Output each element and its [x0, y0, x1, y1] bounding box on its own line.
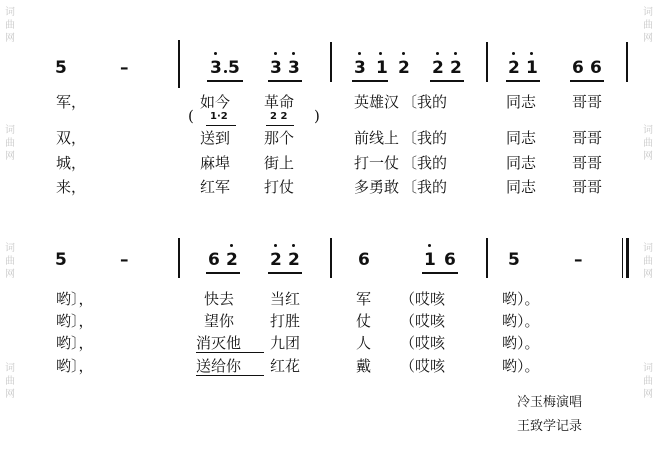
lyric-underline — [196, 375, 264, 376]
note: 5 — [228, 58, 240, 78]
lyric: 如今 — [200, 93, 231, 111]
lyric: 前线上 — [354, 129, 400, 147]
lyric: 哥哥 — [572, 178, 603, 196]
lyric: 革命 — [264, 93, 295, 111]
watermark-right: 词 曲 网 — [643, 363, 653, 400]
watermark-left: 词 曲 网 — [5, 125, 15, 162]
note: 1 — [424, 250, 436, 270]
note: 2 — [432, 58, 444, 78]
note-dash: – — [120, 58, 129, 78]
note: 1 — [376, 58, 388, 78]
lyric: 双， — [56, 129, 87, 147]
lyric: （哎咳 — [400, 312, 446, 330]
barline — [486, 238, 488, 278]
lyric: 〔我的 — [402, 129, 448, 147]
lyric: （哎咳 — [400, 357, 446, 375]
octave-dot — [230, 244, 233, 247]
note: 1 — [526, 58, 538, 78]
lyric: 同志 — [506, 93, 537, 111]
octave-dot — [379, 52, 382, 55]
octave-dot — [402, 52, 405, 55]
note: 2 — [270, 250, 282, 270]
lyric: 哥哥 — [572, 93, 603, 111]
note: 6 — [590, 58, 602, 78]
octave-dot — [530, 52, 533, 55]
octave-dot — [512, 52, 515, 55]
lyric: 同志 — [506, 178, 537, 196]
lyric: 红花 — [270, 357, 301, 375]
note: 3 — [210, 58, 222, 78]
lyric: 多勇敢 — [354, 178, 400, 196]
note: 2 — [226, 250, 238, 270]
note: 5 — [508, 250, 520, 270]
beam — [268, 80, 302, 82]
lyric: 英雄汉 — [354, 93, 400, 111]
octave-dot — [428, 244, 431, 247]
note: 2 — [288, 250, 300, 270]
barline — [178, 40, 180, 88]
lyric: 哟）。 — [502, 290, 540, 308]
beam — [268, 272, 302, 274]
octave-dot — [454, 52, 457, 55]
lyric: 打一仗 — [354, 154, 400, 172]
lyric: 城， — [56, 154, 87, 172]
variant-open-paren: ( — [188, 107, 194, 125]
barline — [330, 238, 332, 278]
lyric: 同志 — [506, 154, 537, 172]
lyric: 〔我的 — [402, 93, 448, 111]
watermark-right: 词 曲 网 — [643, 7, 653, 44]
lyric: 哥哥 — [572, 154, 603, 172]
octave-dot — [292, 244, 295, 247]
lyric: 街上 — [264, 154, 295, 172]
lyric: 哟）。 — [502, 334, 540, 352]
octave-dot — [214, 52, 217, 55]
beam — [430, 80, 464, 82]
lyric: 送给你 — [196, 357, 242, 375]
beam — [266, 125, 294, 126]
note-dot — [224, 70, 227, 73]
beam — [206, 272, 240, 274]
lyric: 军， — [56, 93, 87, 111]
watermark-left: 词 曲 网 — [5, 363, 15, 400]
lyric: 来， — [56, 178, 87, 196]
lyric: 红军 — [200, 178, 231, 196]
lyric: 戴 — [356, 357, 372, 375]
note: 3 — [270, 58, 282, 78]
note: 6 — [572, 58, 584, 78]
note: 2 — [398, 58, 410, 78]
watermark-left: 词 曲 网 — [5, 7, 15, 44]
lyric: 哟）。 — [502, 312, 540, 330]
lyric: （哎咳 — [400, 334, 446, 352]
lyric: 打仗 — [264, 178, 295, 196]
lyric-underline — [196, 352, 264, 353]
note-dash: – — [120, 250, 129, 270]
variant-notes: 2 2 — [270, 111, 288, 122]
octave-dot — [436, 52, 439, 55]
lyric: （哎咳 — [400, 290, 446, 308]
singer-credit: 冷玉梅演唱 — [517, 395, 583, 410]
watermark-left: 词 曲 网 — [5, 243, 15, 280]
lyric: 那个 — [264, 129, 295, 147]
final-barline-thick — [626, 238, 629, 278]
octave-dot — [292, 52, 295, 55]
beam — [206, 125, 236, 126]
octave-dot — [358, 52, 361, 55]
beam — [506, 80, 540, 82]
note: 2 — [450, 58, 462, 78]
note: 5 — [55, 250, 67, 270]
lyric: 哟〕， — [56, 290, 94, 308]
watermark-right: 词 曲 网 — [643, 243, 653, 280]
lyric: 快去 — [204, 290, 235, 308]
barline — [178, 238, 180, 278]
lyric: 人 — [356, 334, 372, 352]
note: 2 — [508, 58, 520, 78]
lyric: 军 — [356, 290, 372, 308]
lyric: 哟）。 — [502, 357, 540, 375]
lyric: 送到 — [200, 129, 231, 147]
variant-close-paren: ) — [314, 107, 320, 125]
lyric: 当红 — [270, 290, 301, 308]
barline — [330, 42, 332, 82]
lyric: 〔我的 — [402, 178, 448, 196]
note: 6 — [208, 250, 220, 270]
barline — [626, 42, 628, 82]
note-dash: – — [574, 250, 583, 270]
watermark-right: 词 曲 网 — [643, 125, 653, 162]
note: 6 — [444, 250, 456, 270]
note: 6 — [358, 250, 370, 270]
octave-dot — [274, 52, 277, 55]
final-barline-thin — [622, 238, 623, 278]
lyric: 哟〕， — [56, 334, 94, 352]
lyric: 哟〕， — [56, 357, 94, 375]
lyric: 仗 — [356, 312, 372, 330]
lyric: 望你 — [204, 312, 235, 330]
lyric: 麻埠 — [200, 154, 231, 172]
beam — [207, 80, 243, 82]
beam — [570, 80, 604, 82]
beam — [422, 272, 458, 274]
lyric: 打胜 — [270, 312, 301, 330]
recorder-credit: 王致学记录 — [517, 419, 583, 434]
lyric: 哟〕， — [56, 312, 94, 330]
note: 5 — [55, 58, 67, 78]
note: 3 — [354, 58, 366, 78]
octave-dot — [274, 244, 277, 247]
lyric: 同志 — [506, 129, 537, 147]
barline — [486, 42, 488, 82]
variant-notes: 1·2 — [210, 111, 228, 122]
beam — [352, 80, 388, 82]
lyric: 消灭他 — [196, 334, 242, 352]
note: 3 — [288, 58, 300, 78]
lyric: 哥哥 — [572, 129, 603, 147]
lyric: 〔我的 — [402, 154, 448, 172]
lyric: 九团 — [270, 334, 301, 352]
